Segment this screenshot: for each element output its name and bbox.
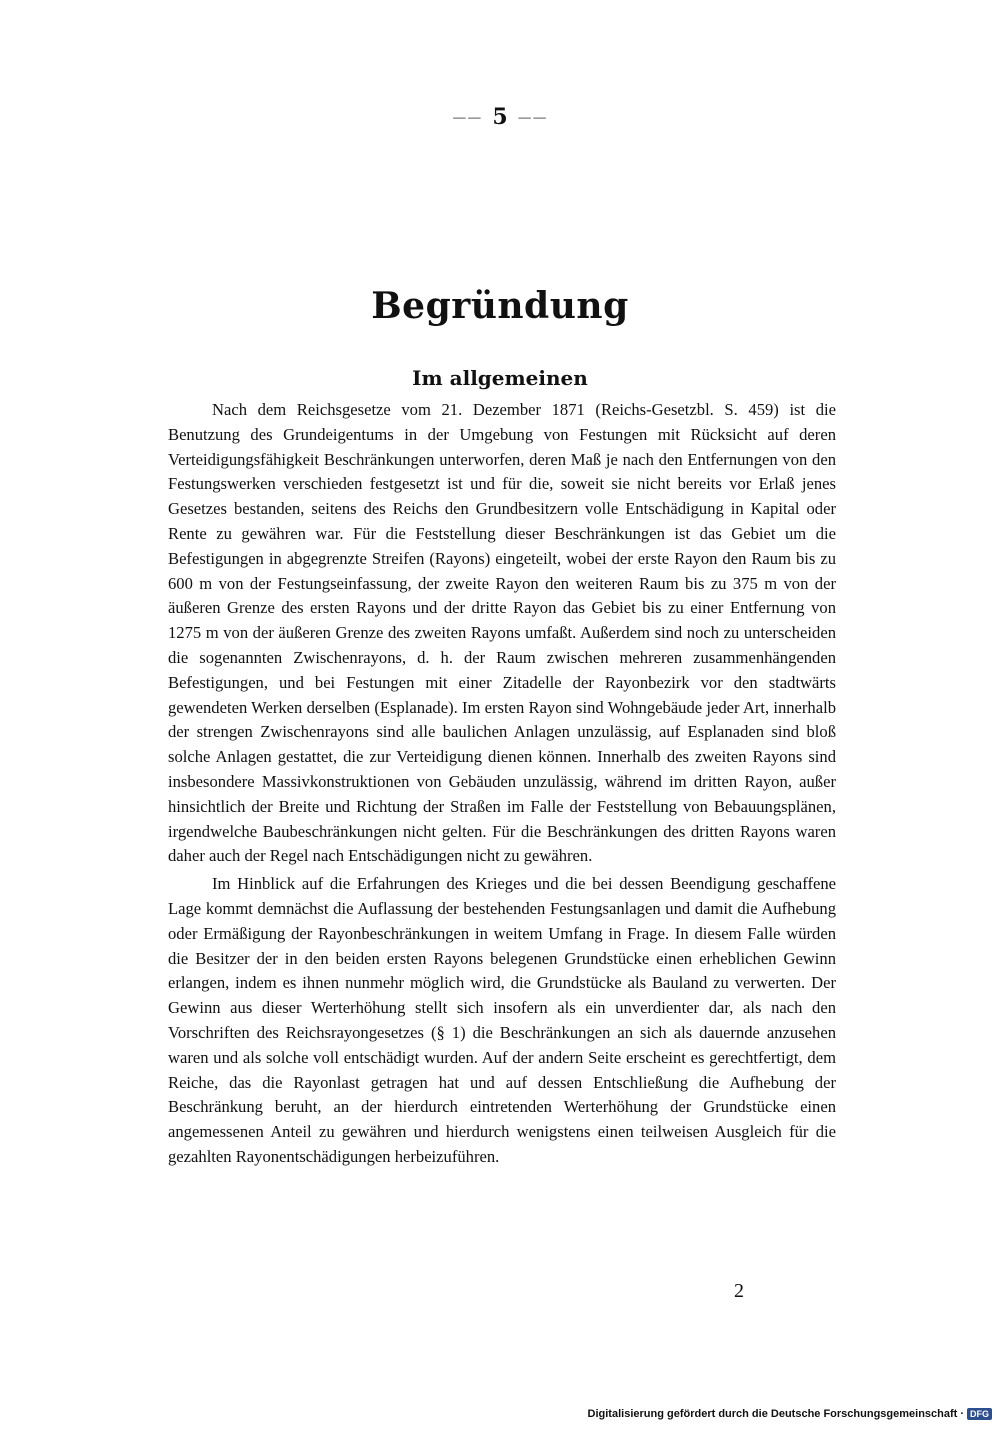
dfg-logo-icon: DFG — [967, 1408, 992, 1420]
paragraph-2: Im Hinblick auf die Erfahrungen des Krieges und die bei dessen Beendigung geschaffene Lage kommt demnächst die Auflassung der bestehenden Festungsanlagen und damit die Aufhebung oder Ermäßigung der Rayonbeschränkungen in weitem Umfang in Frage. In diesem Falle würden die Besitzer der in den beiden ersten Rayons belegenen Grundstücke einen erheblichen Gewinn erlangen, indem es ihnen nunmehr möglich wird, die Grundstücke als Bauland zu verwerten. Der Gewinn aus dieser Werterhöhung stellt sich insofern als ein unverdienter dar, als nach den Vorschriften des Reichsrayongesetzes (§ 1) die Beschränkungen an sich als dauernde anzusehen waren und als solche voll entschädigt wurden. Auf der andern Seite erscheint es gerechtfertigt, dem Reiche, das die Rayonlast getragen hat und auf dessen Entschließung die Aufhebung der Beschränkung beruht, an der hierdurch eintretenden Werterhöhung der Grundstücke einen angemessenen Anteil zu gewähren und hierdurch wenigstens einen teilweisen Ausgleich für die gezahlten Rayonentschädigungen herbeizuführen. — [168, 874, 836, 1166]
page-number — [0, 104, 1000, 130]
page-number-dash-right: —— — [517, 110, 548, 126]
footer-separator: · — [960, 1408, 964, 1420]
page-number-value: 5 — [492, 104, 508, 130]
signature-mark: 2 — [734, 1280, 744, 1302]
footer-text: Digitalisierung gefördert durch die Deutsche Forschungsgemeinschaft — [587, 1408, 958, 1420]
section-heading: Im allgemeinen — [412, 366, 588, 390]
digitization-footer — [588, 1408, 992, 1420]
document-title: Begründung — [371, 285, 629, 327]
page-number-dash-left: —— — [452, 110, 483, 126]
body-text — [168, 398, 836, 1170]
paragraph-1: Nach dem Reichsgesetze vom 21. Dezember 1871 (Reichs-Gesetzbl. S. 459) ist die Benutzung des Grundeigentums in der Umgebung von Festungen mit Rücksicht auf deren Verteidigungsfähigkeit Beschränkungen unterworfen, deren Maß je nach den Entfernungen von den Festungswerken verschieden festgesetzt ist und für die, soweit sie nicht bereits vor Erlaß jenes Gesetzes bestanden, seitens des Reichs den Grundbesitzern volle Entschädigung in Kapital oder Rente zu gewähren war. Für die Feststellung dieser Beschränkungen ist das Gebiet um die Befestigungen in abgegrenzte Streifen (Rayons) eingeteilt, wobei der erste Rayon den Raum bis zu 600 m von der Festungseinfassung, der zweite Rayon den weiteren Raum bis zu 375 m von der äußeren Grenze des ersten Rayons und der dritte Rayon das Gebiet bis zu einer Entfernung von 1275 m von der äußeren Grenze des zweiten Rayons umfaßt. Außerdem sind noch zu unterscheiden die sogenannten Zwischenrayons, d. h. der Raum zwischen mehreren zusammenhängenden Befestigungen, und bei Festungen mit einer Zitadelle der Rayonbezirk vor den stadtwärts gewendeten Werken derselben (Esplanade). Im ersten Rayon sind Wohngebäude jeder Art, innerhalb der strengen Zwischenrayons sind alle baulichen Anlagen unzulässig, auf Esplanaden sind bloß solche Anlagen gestattet, die zur Verteidigung dienen können. Innerhalb des zweiten Rayons sind insbesondere Massivkonstruktionen von Gebäuden unzulässig, während im dritten Rayon, außer hinsichtlich der Breite und Richtung der Straßen im Falle der Feststellung von Bebauungsplänen, irgendwelche Baubeschränkungen nicht gelten. Für die Beschränkungen des dritten Rayons waren daher auch der Regel nach Entschädigungen nicht zu gewähren. — [168, 400, 836, 866]
